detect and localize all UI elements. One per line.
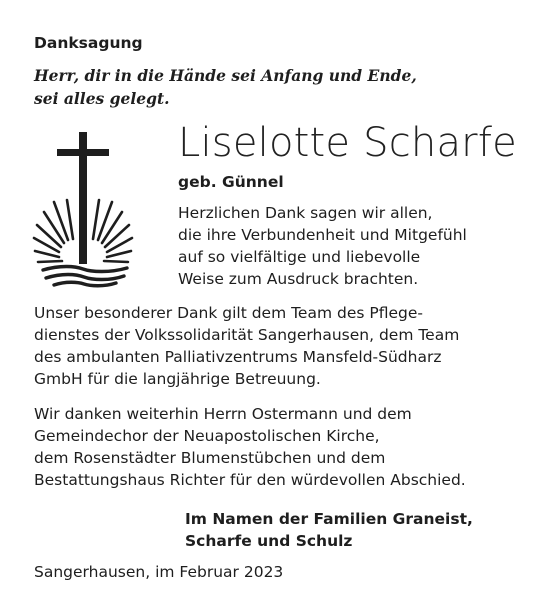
text-line: Gemeindechor der Neuapostolischen Kirche,: [34, 427, 380, 445]
text-line: die ihre Verbundenheit und Mitgefühl: [178, 226, 467, 244]
text-line: Herzlichen Dank sagen wir allen,: [178, 204, 433, 222]
text-line: Weise zum Ausdruck brachten.: [178, 270, 419, 288]
text-line: dem Rosenstädter Blumenstübchen und dem: [34, 449, 386, 467]
verse-line-2: sei alles gelegt.: [34, 89, 170, 108]
place-and-date: Sangerhausen, im Februar 2023: [34, 563, 284, 581]
text-line: Wir danken weiterhin Herrn Ostermann und dem: [34, 405, 412, 423]
birth-name: geb. Günnel: [178, 173, 284, 191]
thanks-paragraph: [178, 202, 467, 290]
signature-line: Im Namen der Familien Graneist,: [185, 510, 473, 528]
family-signature: [185, 508, 473, 552]
text-line: auf so vielfältige und liebevolle: [178, 248, 421, 266]
text-line: des ambulanten Palliativzentrums Mansfeld-Südharz: [34, 348, 442, 366]
cross-sunrise-water-icon: [30, 128, 145, 288]
deceased-name: Liselotte Scharfe: [178, 120, 517, 166]
text-line: GmbH für die langjährige Betreuung.: [34, 370, 321, 388]
signature-line: Scharfe und Schulz: [185, 532, 353, 550]
text-line: Unser besonderer Dank gilt dem Team des Pflege-: [34, 304, 423, 322]
verse-line-1: Herr, dir in die Hände sei Anfang und Ende,: [34, 66, 417, 85]
text-line: Bestattungshaus Richter für den würdevollen Abschied.: [34, 471, 466, 489]
text-line: dienstes der Volkssolidarität Sangerhausen, dem Team: [34, 326, 460, 344]
heading: Danksagung: [34, 34, 143, 52]
special-thanks-paragraph: [34, 302, 459, 390]
further-thanks-paragraph: [34, 403, 466, 491]
